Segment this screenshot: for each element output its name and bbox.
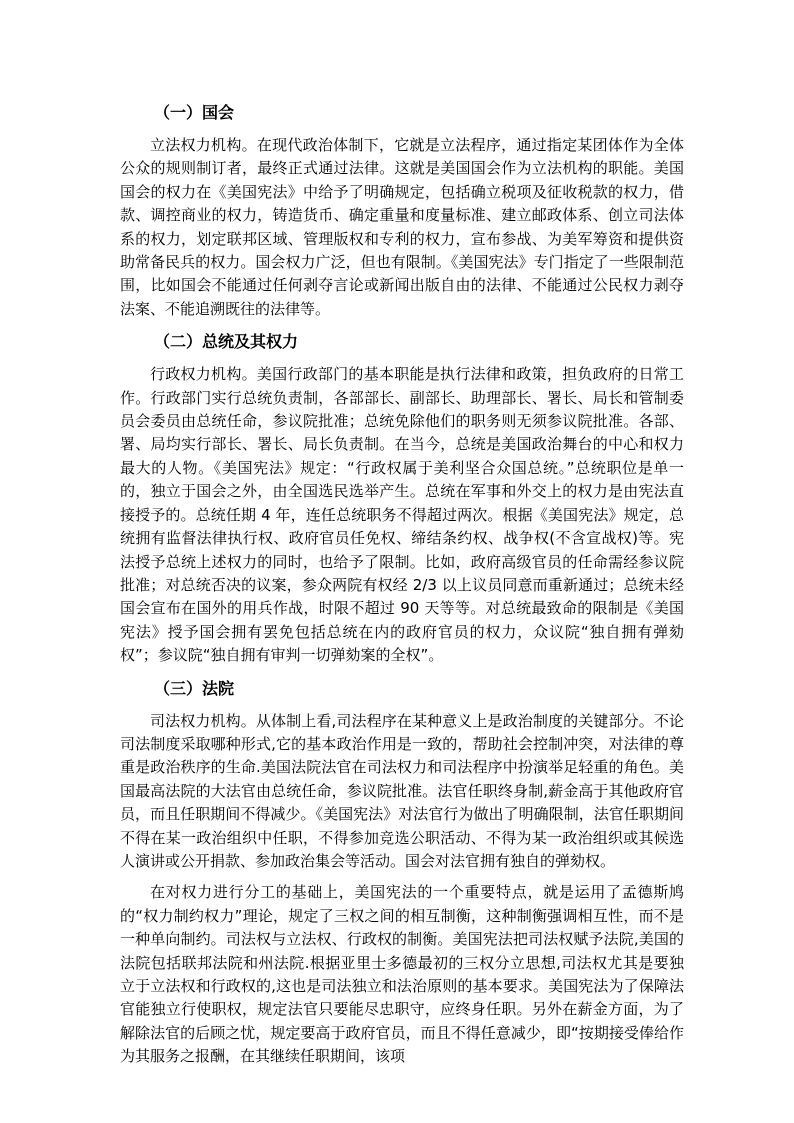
document-page (120, 100, 684, 1077)
paragraph-court-1: 司法权力机构。从体制上看,司法程序在某种意义上是政治制度的关键部分。不论司法制度采取哪种形式,它的基本政治作用是一致的，帮助社会控制冲突，对法律的尊重是政治秩序的生命.美国法院法官在司法权力和司法程序中扮演举足轻重的角色。美国最高法院的大法官由总统任命，参议院批准。法官任职终身制,薪金高于其他政府官员，而且任职期间不得减少。《美国宪法》对法官行为做出了明确限制，法官任职期间不得在某一政治组织中任职，不得参加竞选公职活动、不得为某一政治组织或其候选人演讲或公开捐款、参加政治集会等活动。国会对法官拥有独自的弹劾权。 (120, 711, 684, 870)
paragraph-president: 行政权力机构。美国行政部门的基本职能是执行法律和政策，担负政府的日常工作。行政部门实行总统负责制，各部部长、副部长、助理部长、署长、局长和管制委员会委员由总统任命，参议院批准；总统免除他们的职务则无须参议院批准。各部、署、局均实行部长、署长、局长负责制。在当今，总统是美国政治舞台的中心和权力最大的人物。《美国宪法》规定：“行政权属于美利坚合众国总统。”总统职位是单一的，独立于国会之外，由全国选民选举产生。总统在军事和外交上的权力是由宪法直接授予的。总统任期 4 年，连任总统职务不得超过两次。根据《美国宪法》规定，总统拥有监督法律执行权、政府官员任免权、缔结条约权、战争权(不含宣战权)等。宪法授予总统上述权力的同时，也给予了限制。比如，政府高级官员的任命需经参议院批准；对总统否决的议案，参众两院有权经 2/3 以上议员同意而重新通过；总统未经国会宣布在国外的用兵作战，时限不超过 90 天等等。对总统最致命的限制是《美国宪法》授予国会拥有罢免包括总统在内的政府官员的权力，众议院“独自拥有弹劾权”；参议院“独自拥有审判一切弹劾案的全权”。 (120, 365, 684, 665)
paragraph-congress: 立法权力机构。在现代政治体制下，它就是立法程序，通过指定某团体作为全体公众的规则制订者，最终正式通过法律。这就是美国国会作为立法机构的职能。美国国会的权力在《美国宪法》中给予了明确规定，包括确立税项及征收税款的权力，借款、调控商业的权力，铸造货币、确定重量和度量标准、建立邮政体系、创立司法体系的权力，划定联邦区域、管理版权和专利的权力，宣布参战、为美军筹资和提供资助常备民兵的权力。国会权力广泛，但也有限制。《美国宪法》专门指定了一些限制范围，比如国会不能通过任何剥夺言论或新闻出版自由的法律、不能通过公民权力剥夺法案、不能追溯既往的法律等。 (120, 136, 684, 318)
section-heading-congress: （一）国会 (154, 103, 235, 122)
section-heading-court: （三）法院 (154, 678, 235, 698)
paragraph-court-2: 在对权力进行分工的基础上，美国宪法的一个重要特点，就是运用了孟德斯鸠的“权力制约权力”理论，规定了三权之间的相互制衡，这种制衡强调相互性，而不是一种单向制约。司法权与立法权、行政权的制衡。美国宪法把司法权赋予法院,美国的法院包括联邦法院和州法院.根据亚里士多德最初的三权分立思想,司法权尤其是要独立于立法权和行政权的,这也是司法独立和法治原则的基本要求。美国宪法为了保障法官能独立行使职权，规定法官只要能尽忠职守，应终身任职。另外在薪金方面，为了解除法官的后顾之忧，规定要高于政府官员，而且不得任意减少，即“按期接受俸给作为其服务之报酬，在其继续任职期间，该项 (120, 883, 684, 1066)
section-heading-president: （二）总统及其权力 (154, 332, 299, 352)
